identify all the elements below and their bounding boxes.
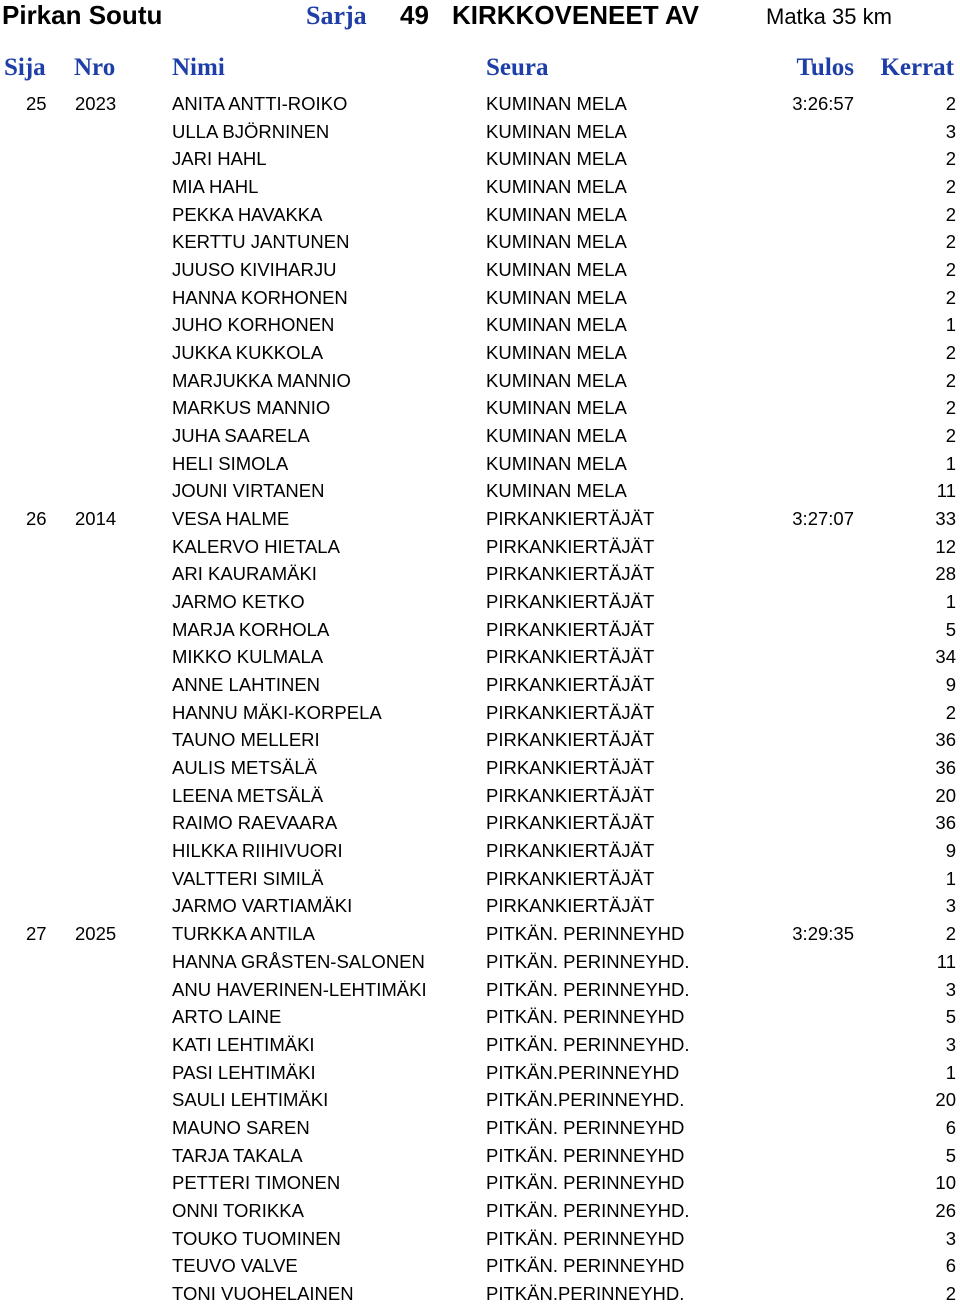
cell-seura: PIRKANKIERTÄJÄT <box>486 701 655 723</box>
table-row <box>0 1060 960 1088</box>
table-row <box>0 174 960 202</box>
cell-nimi: HANNU MÄKI-KORPELA <box>172 701 382 723</box>
cell-nimi: MARJUKKA MANNIO <box>172 369 351 391</box>
cell-nimi: MARKUS MANNIO <box>172 397 331 419</box>
cell-seura: PIRKANKIERTÄJÄT <box>486 646 655 668</box>
cell-seura: PIRKANKIERTÄJÄT <box>486 867 655 889</box>
cell-seura: PITKÄN. PERINNEYHD. <box>486 950 690 972</box>
cell-seura: KUMINAN MELA <box>486 314 627 336</box>
table-row <box>0 91 960 119</box>
cell-seura: KUMINAN MELA <box>486 369 627 391</box>
cell-seura: PIRKANKIERTÄJÄT <box>486 591 655 613</box>
table-row <box>0 727 960 755</box>
table-row <box>0 1143 960 1171</box>
table-row <box>0 672 960 700</box>
cell-nimi: TARJA TAKALA <box>172 1144 303 1166</box>
cell-nro: 2023 <box>75 93 117 114</box>
cell-kerrat: 5 <box>945 1006 956 1028</box>
table-row <box>0 312 960 340</box>
cell-nro: 2014 <box>75 508 117 530</box>
column-headers <box>0 54 960 86</box>
cell-seura: PITKÄN.PERINNEYHD <box>486 1061 680 1083</box>
table-row <box>0 589 960 617</box>
cell-kerrat: 11 <box>936 950 956 972</box>
cell-nimi: MARJA KORHOLA <box>172 618 330 640</box>
table-row <box>0 340 960 368</box>
table-row <box>0 1115 960 1143</box>
cell-kerrat: 2 <box>945 286 956 308</box>
cell-seura: PITKÄN. PERINNEYHD <box>486 1006 685 1028</box>
cell-nimi: HANNA GRÅSTEN-SALONEN <box>172 950 425 972</box>
cell-kerrat: 2 <box>945 231 956 253</box>
cell-seura: KUMINAN MELA <box>486 231 627 253</box>
cell-seura: KUMINAN MELA <box>486 148 627 170</box>
cell-kerrat: 10 <box>935 1172 956 1194</box>
table-row <box>0 146 960 174</box>
table-row <box>0 755 960 783</box>
table-row <box>0 368 960 396</box>
table-row <box>0 534 960 562</box>
column-header-seura: Seura <box>486 54 549 81</box>
cell-kerrat: 9 <box>945 840 956 862</box>
cell-sija: 25 <box>26 93 47 114</box>
cell-nimi: VESA HALME <box>172 508 290 530</box>
cell-kerrat: 2 <box>945 342 956 364</box>
cell-kerrat: 36 <box>935 757 956 779</box>
cell-nimi: ANU HAVERINEN-LEHTIMÄKI <box>172 978 427 1000</box>
cell-nimi: HELI SIMOLA <box>172 452 289 474</box>
cell-seura: PITKÄN.PERINNEYHD. <box>486 1282 685 1304</box>
cell-seura: PITKÄN.PERINNEYHD. <box>486 1089 685 1111</box>
table-row <box>0 1281 960 1309</box>
series-number: 49 <box>400 0 429 30</box>
table-row <box>0 1198 960 1226</box>
cell-seura: KUMINAN MELA <box>486 259 627 281</box>
cell-nimi: TOUKO TUOMINEN <box>172 1227 341 1249</box>
cell-kerrat: 28 <box>935 563 956 585</box>
series-label: Sarja <box>306 1 367 30</box>
cell-tulos: 3:27:07 <box>792 508 854 530</box>
cell-kerrat: 6 <box>945 1116 956 1138</box>
distance: Matka 35 km <box>766 4 892 29</box>
table-row <box>0 257 960 285</box>
cell-seura: PITKÄN. PERINNEYHD <box>486 1227 685 1249</box>
cell-nimi: HILKKA RIIHIVUORI <box>172 840 343 862</box>
cell-nimi: KATI LEHTIMÄKI <box>172 1033 315 1055</box>
cell-kerrat: 2 <box>945 148 956 170</box>
cell-seura: PIRKANKIERTÄJÄT <box>486 895 655 917</box>
column-header-nimi: Nimi <box>172 54 225 81</box>
cell-seura: PIRKANKIERTÄJÄT <box>486 729 655 751</box>
cell-kerrat: 2 <box>945 369 956 391</box>
cell-seura: PITKÄN. PERINNEYHD <box>486 1144 685 1166</box>
table-row <box>0 866 960 894</box>
cell-kerrat: 34 <box>935 646 956 668</box>
cell-seura: KUMINAN MELA <box>486 397 627 419</box>
cell-seura: PITKÄN. PERINNEYHD <box>486 1116 685 1138</box>
table-row <box>0 977 960 1005</box>
table-row <box>0 285 960 313</box>
cell-kerrat: 5 <box>945 1144 956 1166</box>
cell-seura: PIRKANKIERTÄJÄT <box>486 674 655 696</box>
cell-sija: 26 <box>26 508 47 530</box>
cell-seura: PIRKANKIERTÄJÄT <box>486 563 655 585</box>
cell-nimi: JUHO KORHONEN <box>172 314 335 336</box>
table-row <box>0 229 960 257</box>
cell-kerrat: 3 <box>945 1227 956 1249</box>
cell-seura: PIRKANKIERTÄJÄT <box>486 535 655 557</box>
cell-nimi: ARI KAURAMÄKI <box>172 563 317 585</box>
cell-seura: KUMINAN MELA <box>486 480 627 502</box>
column-header-sija: Sija <box>4 54 46 81</box>
cell-nimi: AULIS METSÄLÄ <box>172 757 317 779</box>
cell-kerrat: 2 <box>945 93 956 114</box>
table-row <box>0 893 960 921</box>
cell-kerrat: 2 <box>945 1282 956 1304</box>
table-row <box>0 506 960 534</box>
table-row <box>0 1004 960 1032</box>
cell-seura: KUMINAN MELA <box>486 286 627 308</box>
cell-seura: PIRKANKIERTÄJÄT <box>486 508 655 530</box>
cell-seura: PIRKANKIERTÄJÄT <box>486 757 655 779</box>
cell-seura: PIRKANKIERTÄJÄT <box>486 840 655 862</box>
cell-kerrat: 2 <box>945 425 956 447</box>
cell-nimi: MAUNO SAREN <box>172 1116 310 1138</box>
cell-nimi: JOUNI VIRTANEN <box>172 480 325 502</box>
cell-seura: KUMINAN MELA <box>486 452 627 474</box>
cell-kerrat: 2 <box>945 397 956 419</box>
cell-seura: KUMINAN MELA <box>486 342 627 364</box>
cell-kerrat: 3 <box>945 1033 956 1055</box>
table-row <box>0 202 960 230</box>
cell-nimi: ANNE LAHTINEN <box>172 674 321 696</box>
table-row <box>0 478 960 506</box>
cell-nimi: JUHA SAARELA <box>172 425 310 447</box>
cell-kerrat: 36 <box>935 729 956 751</box>
cell-kerrat: 26 <box>935 1199 956 1221</box>
cell-seura: PIRKANKIERTÄJÄT <box>486 784 655 806</box>
column-header-kerrat: Kerrat <box>880 54 954 81</box>
cell-kerrat: 2 <box>945 259 956 281</box>
cell-kerrat: 1 <box>945 314 956 336</box>
cell-kerrat: 3 <box>945 120 956 142</box>
cell-nimi: MIKKO KULMALA <box>172 646 324 668</box>
table-row <box>0 395 960 423</box>
cell-kerrat: 9 <box>945 674 956 696</box>
cell-nimi: ANITA ANTTI-ROIKO <box>172 93 348 114</box>
results-table <box>0 91 960 1309</box>
cell-nimi: ULLA BJÖRNINEN <box>172 120 330 142</box>
table-row <box>0 700 960 728</box>
table-row <box>0 921 960 949</box>
table-row <box>0 1032 960 1060</box>
cell-kerrat: 3 <box>945 978 956 1000</box>
cell-nimi: PETTERI TIMONEN <box>172 1172 341 1194</box>
cell-kerrat: 1 <box>945 591 956 613</box>
table-row <box>0 810 960 838</box>
table-row <box>0 451 960 479</box>
cell-nimi: JARI HAHL <box>172 148 267 170</box>
cell-kerrat: 20 <box>935 784 956 806</box>
class-name: KIRKKOVENEET AV <box>452 0 700 30</box>
cell-kerrat: 5 <box>945 618 956 640</box>
cell-seura: PIRKANKIERTÄJÄT <box>486 618 655 640</box>
cell-kerrat: 2 <box>945 203 956 225</box>
cell-nimi: KERTTU JANTUNEN <box>172 231 350 253</box>
cell-nimi: TURKKA ANTILA <box>172 923 315 945</box>
cell-kerrat: 11 <box>936 480 956 502</box>
cell-nimi: PASI LEHTIMÄKI <box>172 1061 316 1083</box>
cell-kerrat: 3 <box>945 895 956 917</box>
column-header-nro: Nro <box>74 54 116 81</box>
table-row <box>0 119 960 147</box>
cell-tulos: 3:26:57 <box>792 93 854 114</box>
cell-kerrat: 1 <box>945 1061 956 1083</box>
cell-nimi: JUUSO KIVIHARJU <box>172 259 337 281</box>
cell-kerrat: 33 <box>935 508 956 530</box>
cell-nimi: ARTO LAINE <box>172 1006 282 1028</box>
cell-nimi: LEENA METSÄLÄ <box>172 784 324 806</box>
table-row <box>0 1253 960 1281</box>
cell-nimi: JARMO KETKO <box>172 591 305 613</box>
cell-kerrat: 2 <box>945 923 956 945</box>
table-row <box>0 1170 960 1198</box>
cell-nimi: TAUNO MELLERI <box>172 729 320 751</box>
cell-nimi: RAIMO RAEVAARA <box>172 812 338 834</box>
cell-kerrat: 1 <box>945 452 956 474</box>
cell-seura: KUMINAN MELA <box>486 203 627 225</box>
cell-nimi: PEKKA HAVAKKA <box>172 203 323 225</box>
cell-nimi: TONI VUOHELAINEN <box>172 1282 354 1304</box>
table-row <box>0 1226 960 1254</box>
cell-nimi: TEUVO VALVE <box>172 1255 298 1277</box>
table-row <box>0 949 960 977</box>
cell-kerrat: 36 <box>935 812 956 834</box>
table-row <box>0 617 960 645</box>
cell-seura: KUMINAN MELA <box>486 93 627 114</box>
table-row <box>0 644 960 672</box>
cell-seura: PITKÄN. PERINNEYHD. <box>486 978 690 1000</box>
cell-seura: PIRKANKIERTÄJÄT <box>486 812 655 834</box>
cell-kerrat: 6 <box>945 1255 956 1277</box>
cell-nimi: ONNI TORIKKA <box>172 1199 304 1221</box>
cell-seura: KUMINAN MELA <box>486 425 627 447</box>
cell-nimi: JUKKA KUKKOLA <box>172 342 324 364</box>
cell-nimi: VALTTERI SIMILÄ <box>172 867 324 889</box>
cell-kerrat: 2 <box>945 701 956 723</box>
page-header <box>0 0 960 34</box>
cell-seura: PITKÄN. PERINNEYHD. <box>486 1033 690 1055</box>
cell-kerrat: 12 <box>935 535 956 557</box>
table-row <box>0 783 960 811</box>
cell-nimi: HANNA KORHONEN <box>172 286 348 308</box>
cell-seura: PITKÄN. PERINNEYHD <box>486 1255 685 1277</box>
cell-seura: KUMINAN MELA <box>486 176 627 198</box>
table-row <box>0 1087 960 1115</box>
cell-seura: PITKÄN. PERINNEYHD. <box>486 1199 690 1221</box>
cell-nimi: KALERVO HIETALA <box>172 535 340 557</box>
cell-seura: PITKÄN. PERINNEYHD <box>486 923 685 945</box>
cell-nro: 2025 <box>75 923 117 945</box>
cell-nimi: JARMO VARTIAMÄKI <box>172 895 353 917</box>
cell-kerrat: 2 <box>945 176 956 198</box>
cell-kerrat: 20 <box>935 1089 956 1111</box>
cell-nimi: MIA HAHL <box>172 176 259 198</box>
column-header-tulos: Tulos <box>796 54 854 81</box>
cell-sija: 27 <box>26 923 47 945</box>
table-row <box>0 838 960 866</box>
table-row <box>0 561 960 589</box>
cell-seura: KUMINAN MELA <box>486 120 627 142</box>
cell-tulos: 3:29:35 <box>792 923 854 945</box>
table-row <box>0 423 960 451</box>
cell-nimi: SAULI LEHTIMÄKI <box>172 1089 329 1111</box>
cell-seura: PITKÄN. PERINNEYHD <box>486 1172 685 1194</box>
event-title: Pirkan Soutu <box>2 0 163 30</box>
cell-kerrat: 1 <box>945 867 956 889</box>
